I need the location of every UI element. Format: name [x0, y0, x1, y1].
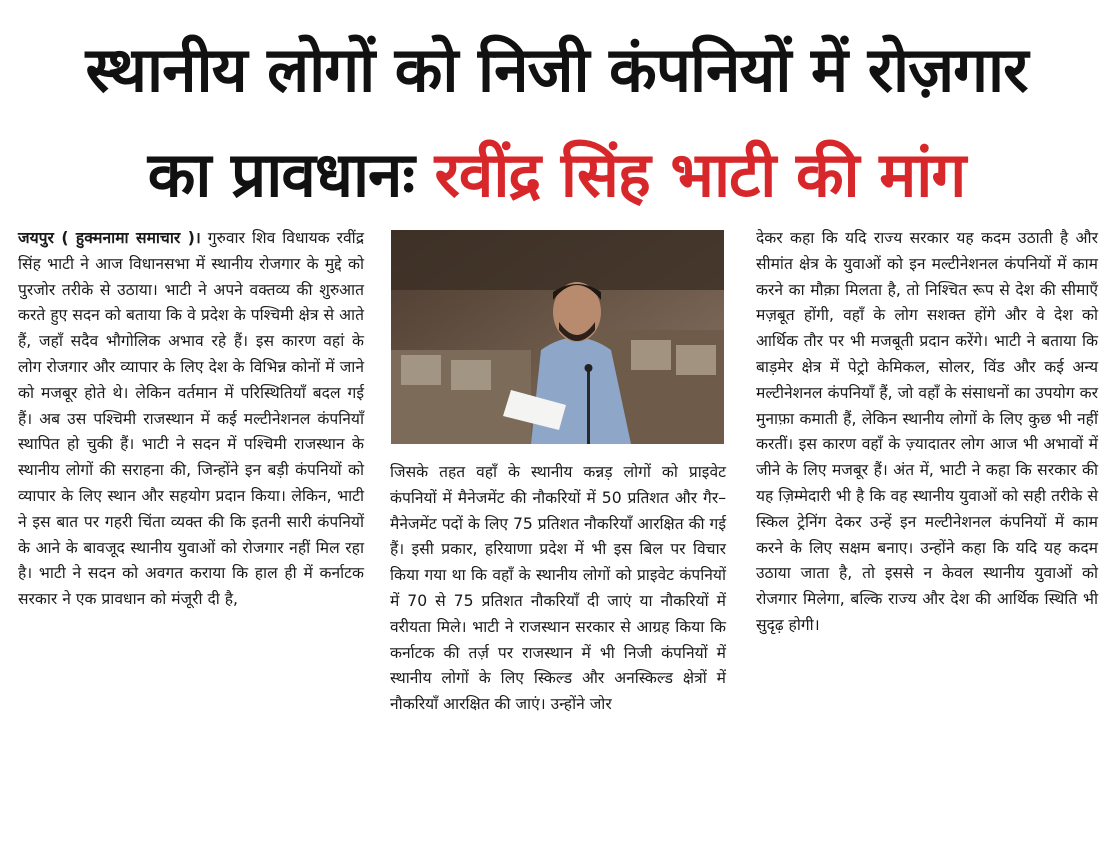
headline-line-2-black: का प्रावधानः — [147, 138, 435, 211]
photo-assembly-member-speaking — [391, 230, 724, 444]
headline-line-2-red: रवींद्र सिंह भाटी की मांग — [434, 138, 966, 211]
article-column-3: देकर कहा कि यदि राज्य सरकार यह कदम उठाती है और सीमांत क्षेत्र के युवाओं को इन मल्टीनेशनल कंपनियों में काम करने का मौक़ा मिलता है, तो निश्चित रूप से देश की सीमाएँ मज़बूत होंगी, वहाँ के लोग सशक्त होंगे और वे देश को आर्थिक तौर पर भी मजबूती प्रदान करेंगे। भाटी ने बताया कि बाड़मेर क्षेत्र में पेट्रो केमिकल, सोलर, विंड और कई अन्य मल्टीनेशनल कंपनियाँ हैं, जो वहाँ के संसाधनों का उपयोग कर मुनाफ़ा कमाती हैं, लेकिन स्थानीय लोगों के लिए कुछ भी नहीं करतीं। इस कारण वहाँ के ज़्यादातर लोग आज भी अभावों में जीने के लिए मजबूर हैं। अंत में, भाटी ने कहा कि सरकार की यह ज़िम्मेदारी भी है कि वह स्थानीय युवाओं को सही तरीके से स्किल ट्रेनिंग देकर उन्हें इन मल्टीनेशनल कंपनियों में काम करने के लिए सक्षम बनाए। उन्होंने कहा कि यदि यह कदम उठाया जाता है, तो इससे न केवल स्थानीय युवाओं को रोजगार मिलेगा, बल्कि राज्य और देश की आर्थिक स्थिति भी सुदृढ़ होगी। — [756, 229, 1098, 634]
article-column-1 — [18, 226, 364, 613]
article-column-2: जिसके तहत वहाँ के स्थानीय कन्नड़ लोगों को प्राइवेट कंपनियों में मैनेजमेंट की नौकरियों में 50 प्रतिशत और गैर–मैनेजमेंट पदों के लिए 75 प्रतिशत नौकरियाँ आरक्षित की गई हैं। इसी प्रकार, हरियाणा प्रदेश में भी इस बिल पर विचार किया गया था कि वहाँ के स्थानीय लोगों को प्राइवेट कंपनियों में 70 से 75 प्रतिशत नौकरियाँ दी जाएं या नौकरियों में वरीयता मिले। भाटी ने राजस्थान सरकार से आग्रह किया कि कर्नाटक की तर्ज़ पर राजस्थान में भी निजी कंपनियों में स्थानीय लोगों के लिए स्किल्ड और अनस्किल्ड क्षेत्रों में नौकरियाँ आरक्षित की जाएं। उन्होंने जोर — [390, 463, 726, 714]
headline-line-2 — [0, 127, 1113, 223]
article-photo — [391, 230, 724, 444]
dateline: जयपुर ( हुक्मनामा समाचार )। — [18, 229, 201, 247]
article-column-1-text: गुरुवार शिव विधायक रवींद्र सिंह भाटी ने आज विधानसभा में स्थानीय रोजगार के मुद्दे को पुरजोर तरीके से उठाया। भाटी ने अपने वक्तव्य की शुरुआत करते हुए सदन को बताया कि वे प्रदेश के पश्चिमी क्षेत्र से आते हैं, जहाँ सदैव भौगोलिक अभाव रहे हैं। इस कारण वहां के लोग रोजगार और व्यापार के लिए देश के विभिन्न कोनों में जाने को मजबूर होते थे। लेकिन वर्तमान में परिस्थितियाँ बदल गई हैं। अब उस पश्चिमी राजस्थान में कई मल्टीनेशनल कंपनियाँ स्थापित हो चुकी हैं। भाटी ने सदन में पश्चिमी राजस्थान के स्थानीय लोगों की सराहना की, जिन्होंने इन बड़ी कंपनियों को व्यापार के लिए स्थान और सहयोग प्रदान किया। लेकिन, भाटी ने इस बात पर गहरी चिंता व्यक्त की कि इतनी सारी कंपनियों के आने के बावजूद स्थानीय युवाओं को रोजगार नहीं मिल रहा है। भाटी ने सदन को अवगत कराया कि हाल ही में कर्नाटक सरकार ने एक प्रावधान को मंजूरी दी है, — [18, 229, 365, 609]
headline-line-1: स्थानीय लोगों को निजी कंपनियों में रोज़गार — [85, 33, 1028, 106]
